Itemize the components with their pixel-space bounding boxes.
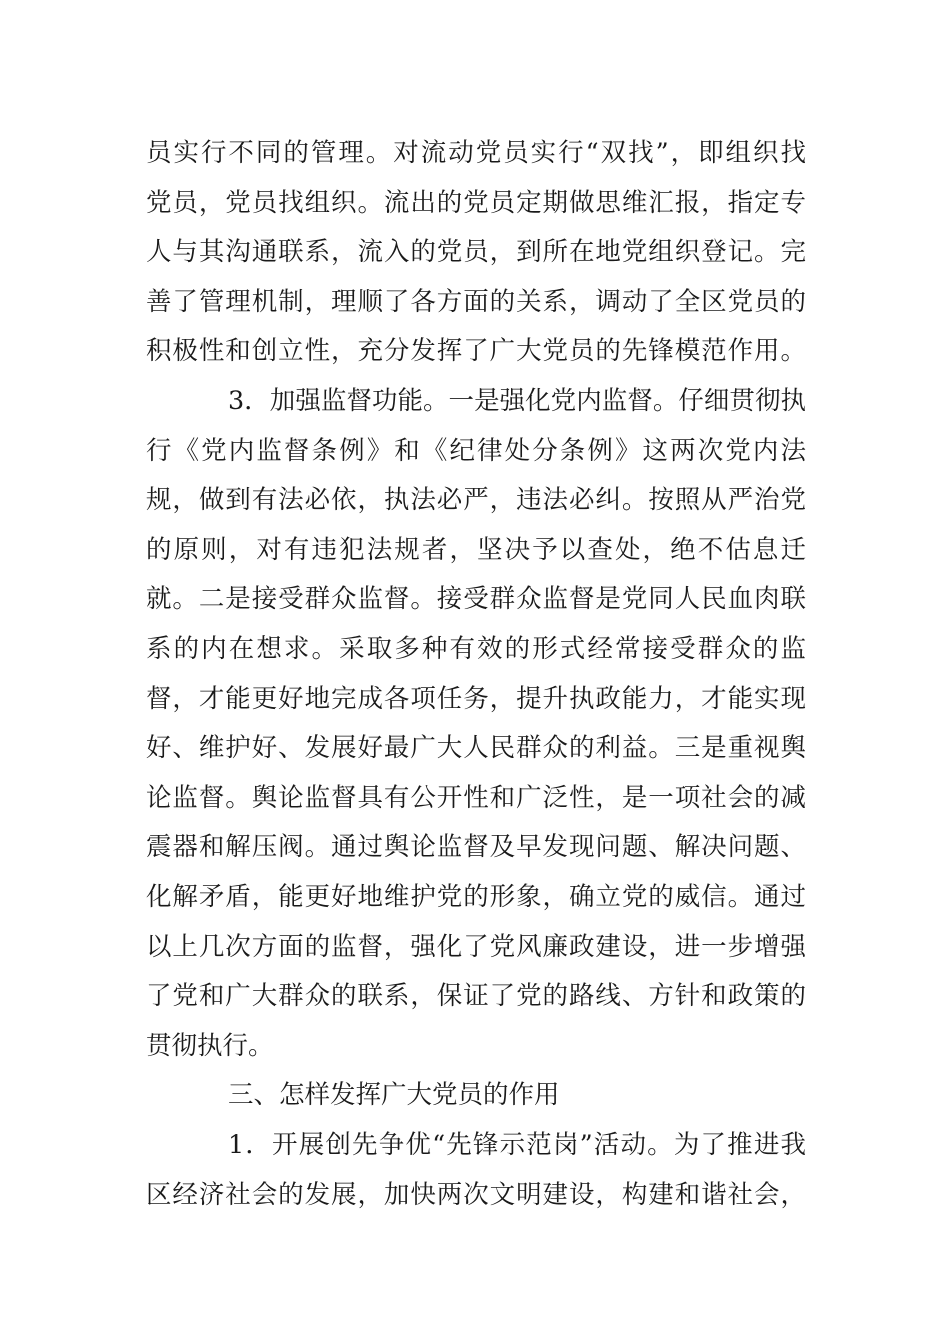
text-line: 贯彻执行。 xyxy=(146,1031,274,1061)
text-line: 化解矛盾，能更好地维护党的形象，确立党的威信。通过 xyxy=(146,882,806,912)
text-line: 人与其沟通联系，流入的党员，到所在地党组织登记。完 xyxy=(146,237,806,267)
text-line: 规，做到有法必依，执法必严，违法必纠。按照从严治党 xyxy=(146,485,806,515)
text-line: 区经济社会的发展，加快两次文明建设，构建和谐社会， xyxy=(146,1180,806,1210)
text-line: 党员，党员找组织。流出的党员定期做思维汇报，指定专 xyxy=(146,188,806,218)
text-line: 震器和解压阀。通过舆论监督及早发现问题、解决问题、 xyxy=(146,832,806,862)
text-line: 督，才能更好地完成各项任务，提升执政能力，才能实现 xyxy=(146,684,806,714)
text-line: 系的内在想求。采取多种有效的形式经常接受群众的监 xyxy=(146,634,806,664)
paragraph-first-line: 3．加强监督功能。一是强化党内监督。仔细贯彻执 xyxy=(228,386,806,416)
text-line: 行《党内监督条例》和《纪律处分条例》这两次党内法 xyxy=(146,436,806,466)
text-line: 积极性和创立性，充分发挥了广大党员的先锋模范作用。 xyxy=(146,336,806,366)
section-heading: 三、怎样发挥广大党员的作用 xyxy=(228,1080,560,1110)
text-line: 善了管理机制，理顺了各方面的关系，调动了全区党员的 xyxy=(146,287,806,317)
text-line: 员实行不同的管理。对流动党员实行“双找”，即组织找 xyxy=(146,138,806,168)
paragraph-first-line: 1．开展创先争优“先锋示范岗”活动。为了推进我 xyxy=(228,1130,806,1160)
text-line: 了党和广大群众的联系，保证了党的路线、方针和政策的 xyxy=(146,981,806,1011)
text-line: 的原则，对有违犯法规者，坚决予以查处，绝不估息迁 xyxy=(146,535,806,565)
text-line: 好、维护好、发展好最广大人民群众的利益。三是重视舆 xyxy=(146,733,806,763)
text-line: 就。二是接受群众监督。接受群众监督是党同人民血肉联 xyxy=(146,584,806,614)
text-line: 以上几次方面的监督，强化了党风廉政建设，进一步增强 xyxy=(146,932,806,962)
text-line: 论监督。舆论监督具有公开性和广泛性，是一项社会的减 xyxy=(146,783,806,813)
